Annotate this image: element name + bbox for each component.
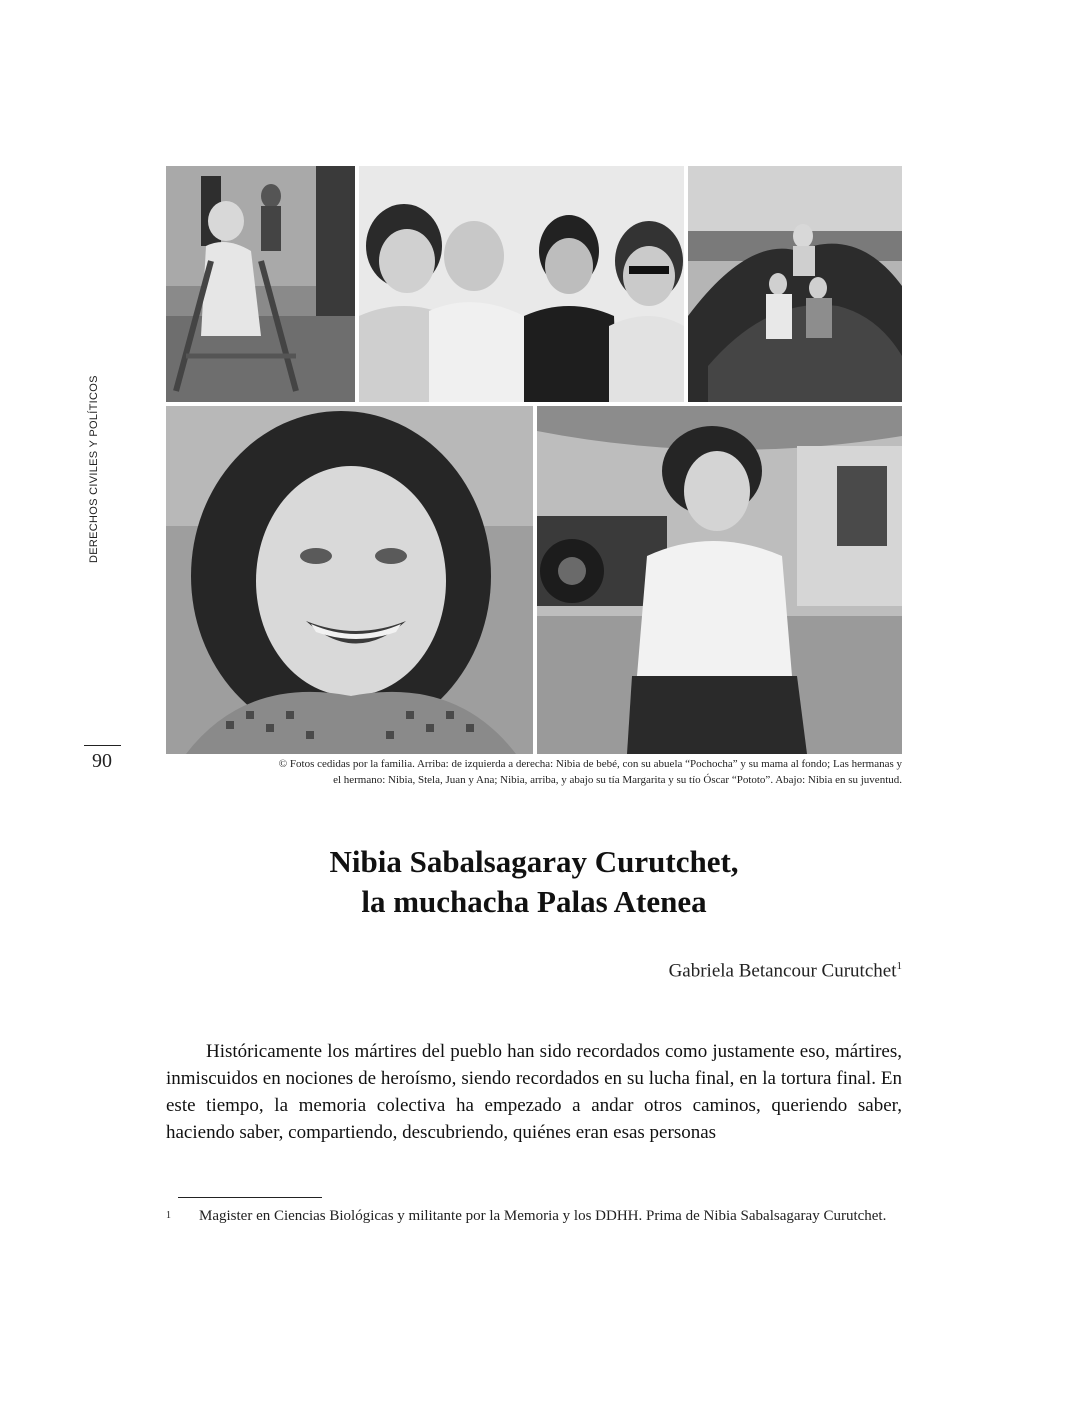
title-line-2: la muchacha Palas Atenea [361, 884, 707, 919]
caption-line-1: © Fotos cedidas por la familia. Arriba: de izquierda a derecha: Nibia de bebé, con su abuela “Pochocha” y su mama al fondo; Las hermanas y [278, 758, 902, 770]
photo-siblings [359, 166, 684, 402]
author-name: Gabriela Betancour Curutchet [668, 960, 897, 982]
caption-line-2: el hermano: Nibia, Stela, Juan y Ana; Nibia, arriba, y abajo su tía Margarita y su tío Óscar “Pototo”. Abajo: Nibia en su juventud. [333, 774, 902, 786]
page-number-rule [84, 745, 121, 746]
author-footnote-ref: 1 [896, 960, 902, 972]
photo-nibia-smiling [166, 406, 533, 754]
footnote-rule [178, 1197, 322, 1198]
footnote-mark: 1 [166, 1210, 171, 1221]
title-line-1: Nibia Sabalsagaray Curutchet, [329, 844, 739, 879]
author-byline [500, 960, 902, 982]
body-paragraph: Históricamente los mártires del pueblo han sido recordados como justamente eso, mártires, inmiscuidos en nociones de heroísmo, siendo recordados en su lucha final, en la tortura final. En este tiempo, la memoria colectiva ha empezado a andar otros caminos, queriendo saber, haciendo saber, compartiendo, descubriendo, quiénes eran esas personas [166, 1041, 902, 1143]
article-title [166, 842, 902, 922]
running-section-label: DERECHOS CIVILES Y POLÍTICOS [88, 375, 100, 563]
photo-caption [166, 756, 902, 788]
photo-baby-walker [166, 166, 355, 402]
footnote-text: Magister en Ciencias Biológicas y militante por la Memoria y los DDHH. Prima de Nibia Sabalsagaray Curutchet. [199, 1208, 887, 1224]
photo-children-woodpile [688, 166, 902, 402]
page-number: 90 [92, 750, 112, 772]
footnote [166, 1205, 902, 1227]
photo-nibia-street [537, 406, 902, 754]
